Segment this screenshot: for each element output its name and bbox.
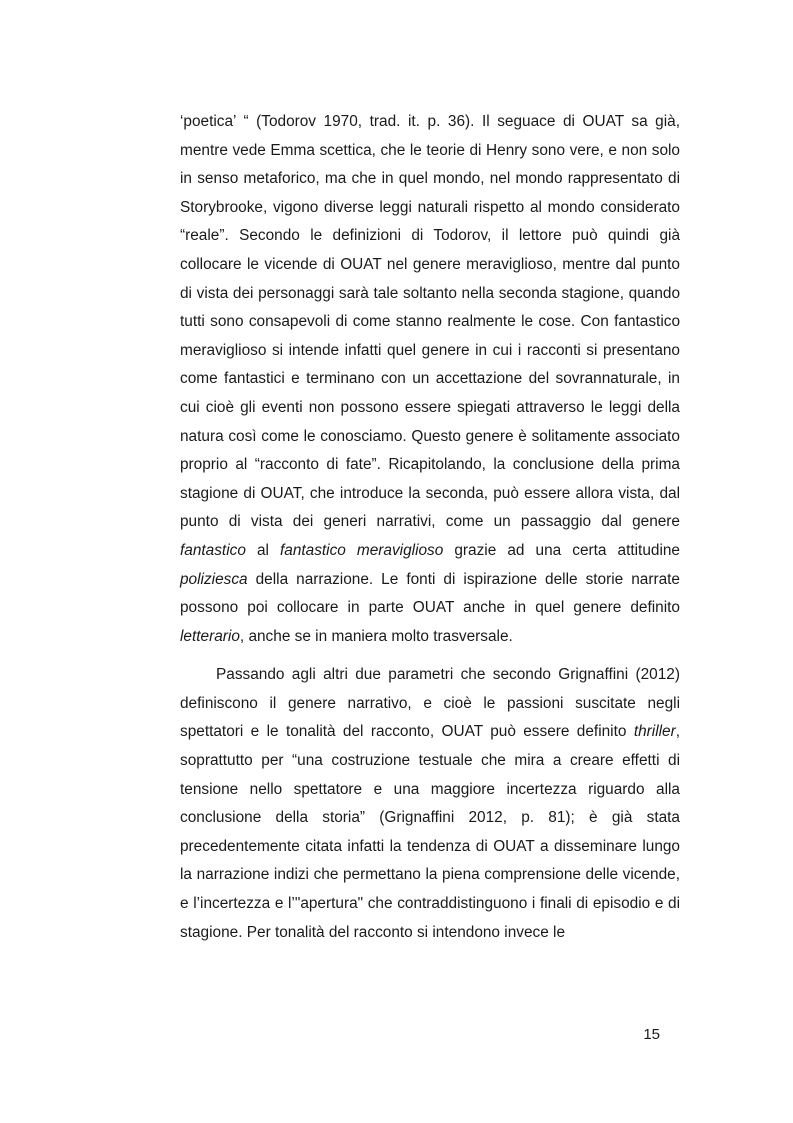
- text-run: grazie ad una certa attitudine: [443, 541, 680, 559]
- body-text: [180, 108, 680, 947]
- paragraph-2: [180, 661, 680, 947]
- page-number: 15: [643, 1026, 660, 1043]
- text-run: Passando agli altri due parametri che secondo Grignaffini (2012) definiscono il genere narrativo, e cioè le passioni suscitate negli spettatori e le tonalità del racconto, OUAT può essere definito: [180, 666, 680, 741]
- italic-term-fantastico-meraviglioso: fantastico meraviglioso: [279, 541, 444, 559]
- italic-term-thriller: thriller: [633, 723, 676, 741]
- text-run: , anche se in maniera molto trasversale.: [239, 627, 513, 645]
- text-run: al: [245, 541, 280, 559]
- italic-term-poliziesca: poliziesca: [180, 570, 248, 588]
- text-run: , soprattutto per “una costruzione testuale che mira a creare effetti di tensione nello spettatore e una maggiore incertezza riguardo alla conclusione della storia” (Grignaffini 2012, p. 81); è già stata precedentemente citata infatti la tendenza di OUAT a disseminare lungo la narrazione indizi che permettano la piena comprensione delle vicende, e l’incertezza e l’"apertura" che contraddistinguono i finali di episodio e di stagione. Per tonalità del racconto si intendono invece le: [180, 723, 680, 941]
- text-run: ‘poetica’ “ (Todorov 1970, trad. it. p. 36). Il seguace di OUAT sa già, mentre vede Emma scettica, che le teorie di Henry sono vere, e non solo in senso metaforico, ma che in quel mondo, nel mondo rappresentato di Storybrooke, vigono diverse leggi naturali rispetto al mondo considerato “reale”. Secondo le definizioni di Todorov, il lettore può quindi già collocare le vicende di OUAT nel genere meraviglioso, mentre dal punto di vista dei personaggi sarà tale soltanto nella seconda stagione, quando tutti sono consapevoli di come stanno realmente le cose. Con fantastico meraviglioso si intende infatti quel genere in cui i racconti si presentano come fantastici e terminano con un accettazione del sovrannaturale, in cui cioè gli eventi non possono essere spiegati attraverso le leggi della natura così come le conosciamo. Questo genere è solitamente associato proprio al “racconto di fate”. Ricapitolando, la conclusione della prima stagione di OUAT, che introduce la seconda, può essere allora vista, dal punto di vista dei generi narrativi, come un passaggio dal genere: [180, 113, 680, 531]
- paragraph-1: [180, 108, 680, 651]
- text-run: della narrazione. Le fonti di ispirazione delle storie narrate possono poi collocare in parte OUAT anche in quel genere definito: [180, 570, 680, 617]
- italic-term-letterario: letterario: [180, 627, 240, 645]
- italic-term-fantastico: fantastico: [180, 541, 246, 559]
